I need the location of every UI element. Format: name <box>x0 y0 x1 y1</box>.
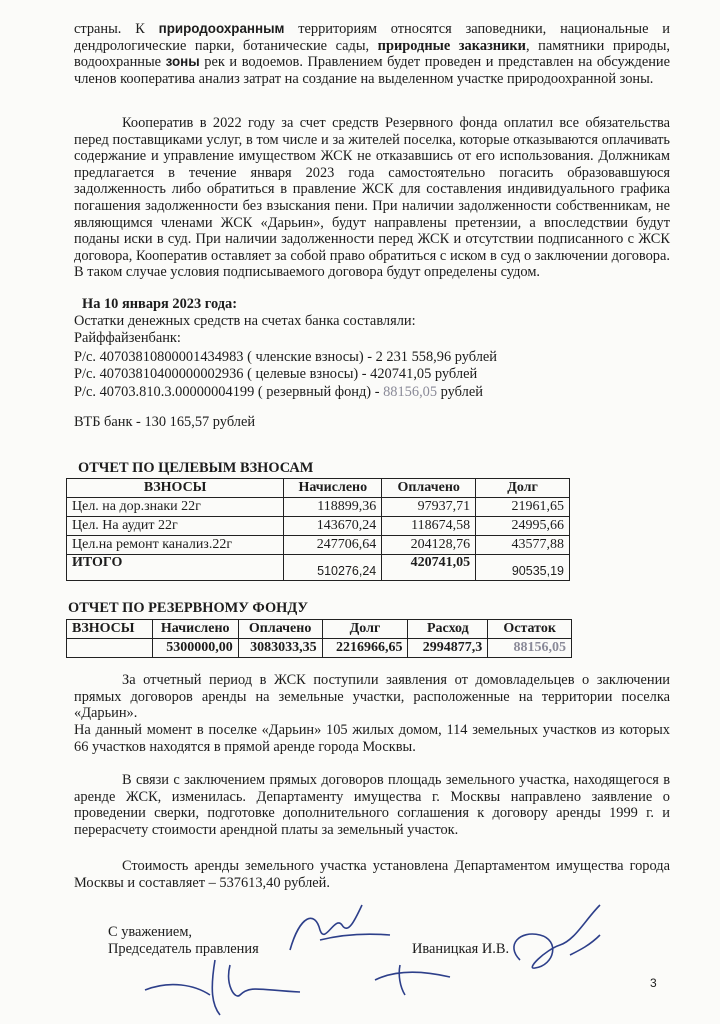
bold-term: зоны <box>165 54 200 70</box>
header-cell: Оплачено <box>238 620 322 639</box>
paragraph-reserve-fund-debts: Кооператив в 2022 году за счет средств Резервного фонда оплатил все обязательства перед поставщиками услуг, в том числе и за жителей поселка, которые отказываются оплачивать содержание и управление имуществом ЖСК не отказавшись от его использования. Должникам предлагается в течение января 2023 года самостоятельно погасить образовавшуюся задолженность либо обратиться в правление ЖСК для составления индивидуального графика погашения задолженности без взыскания пени. При наличии задолженности собственникам, не являющимся членами ЖСК «Дарьин», будут направлены претензии, а впоследствии будут поданы иски в суд. При наличии задолженности перед ЖСК и отсутствии подписанного с ЖСК договора, Кооператив оставляет за собой право обратиться с иском в суд о заключении договора. В таком случае условия подписываемого договора будут определены судом. <box>74 115 670 281</box>
header-cell: Долг <box>322 620 408 639</box>
total-label: ИТОГО <box>67 555 284 581</box>
signature-mark <box>370 955 460 1000</box>
header-cell: Долг <box>476 479 570 498</box>
header-cell: Оплачено <box>382 479 476 498</box>
target-report-table <box>66 478 570 581</box>
total-cell: 420741,05 <box>382 555 476 581</box>
total-cell: 90535,19 <box>476 555 570 581</box>
bold-term: природные заказники <box>377 37 526 54</box>
table-row <box>67 536 570 555</box>
header-cell: ВЗНОСЫ <box>67 479 284 498</box>
table-total-row <box>67 555 570 581</box>
account-reserve-unit: рублей <box>437 384 483 400</box>
table-cell: 118674,58 <box>382 517 476 536</box>
table-cell: 204128,76 <box>382 536 476 555</box>
account-target: Р/с. 40703810400000002936 ( целевые взносы) - 420741,05 рублей <box>74 366 478 382</box>
balance-intro: Остатки денежных средств на счетах банка составляли: <box>74 313 416 329</box>
header-cell: Начислено <box>284 479 382 498</box>
signature-mark <box>140 950 310 1020</box>
total-cell: 510276,24 <box>284 555 382 581</box>
account-reserve-label: Р/с. 40703.810.3.00000004199 ( резервный фонд) - <box>74 384 384 400</box>
table-cell: 3083033,35 <box>238 639 322 658</box>
paragraph-lease-cost: Стоимость аренды земельного участка установлена Департаментом имущества города Москвы и составляет – 537613,40 рублей. <box>74 858 670 891</box>
table-cell: Цел. На аудит 22г <box>67 517 284 536</box>
table-row <box>67 517 570 536</box>
header-cell: Начислено <box>152 620 238 639</box>
reserve-report-table <box>66 619 572 658</box>
closing-position: Председатель правления <box>108 941 259 957</box>
table-cell: 43577,88 <box>476 536 570 555</box>
table-cell: 143670,24 <box>284 517 382 536</box>
balance-heading: На 10 января 2023 года: <box>82 296 238 312</box>
closing-regards: С уважением, <box>108 924 193 940</box>
reserve-report-title: ОТЧЕТ ПО РЕЗЕРВНОМУ ФОНДУ <box>68 600 308 616</box>
paragraph-protected-zones <box>74 21 670 87</box>
bank-name-raiffeisen: Райффайзенбанк: <box>74 330 181 346</box>
text-span: рек и водоемов. Правлением будет проведен и представлен на обсуждение членов кооператива анализ затрат на создание на выделенном участке природоохранной зоны. <box>74 54 671 87</box>
header-cell: Остаток <box>488 620 572 639</box>
text-span: территориям относятся заповедники, национальные и дендрологические парки, ботанические сады, <box>74 21 670 54</box>
table-cell: Цел. на дор.знаки 22г <box>67 498 284 517</box>
text-span: страны. К <box>74 21 159 37</box>
bold-term: природоохранным <box>158 21 285 36</box>
page-number: 3 <box>650 976 657 990</box>
table-row <box>67 639 572 658</box>
account-reserve <box>74 384 483 401</box>
table-header-row <box>67 479 570 498</box>
table-cell: 24995,66 <box>476 517 570 536</box>
table-cell <box>67 639 153 658</box>
table-cell: 88156,05 <box>488 639 572 658</box>
table-cell: 97937,71 <box>382 498 476 517</box>
paragraph-plot-count: На данный момент в поселке «Дарьин» 105 жилых домом, 114 земельных участков из которых 66 участков находятся в прямой аренде города Москвы. <box>74 722 670 755</box>
table-cell: 2994877,3 <box>408 639 488 658</box>
text-span: , памятники природы, водоохранные <box>74 37 671 71</box>
table-cell: 2216966,65 <box>322 639 408 658</box>
table-row <box>67 498 570 517</box>
header-cell: Расход <box>408 620 488 639</box>
table-cell: 21961,65 <box>476 498 570 517</box>
table-cell: Цел.на ремонт канализ.22г <box>67 536 284 555</box>
header-cell: ВЗНОСЫ <box>67 620 153 639</box>
vtb-balance: ВТБ банк - 130 165,57 рублей <box>74 414 256 430</box>
target-report-title: ОТЧЕТ ПО ЦЕЛЕВЫМ ВЗНОСАМ <box>78 460 314 476</box>
signatory-name: Иваницкая И.В. <box>412 941 510 957</box>
table-cell: 118899,36 <box>284 498 382 517</box>
table-cell: 247706,64 <box>284 536 382 555</box>
table-header-row <box>67 620 572 639</box>
signature-mark <box>500 900 610 990</box>
table-cell: 5300000,00 <box>152 639 238 658</box>
paragraph-lease-applications: За отчетный период в ЖСК поступили заявления от домовладельцев о заключении прямых договоров аренды на земельные участки, расположенные на территории поселка «Дарьин». <box>74 672 670 722</box>
paragraph-area-change: В связи с заключением прямых договоров площадь земельного участка, находящегося в аренде ЖСК, изменилась. Департаменту имущества г. Москвы направлено заявление о проведении сверки, подготовке дополнительного соглашения к договору аренды 1999 г. и перерасчету стоимости арендной платы за земельный участок. <box>74 772 670 838</box>
account-reserve-amount: 88156,05 <box>383 384 438 400</box>
account-membership: Р/с. 40703810800001434983 ( членские взносы) - 2 231 558,96 рублей <box>74 349 498 365</box>
